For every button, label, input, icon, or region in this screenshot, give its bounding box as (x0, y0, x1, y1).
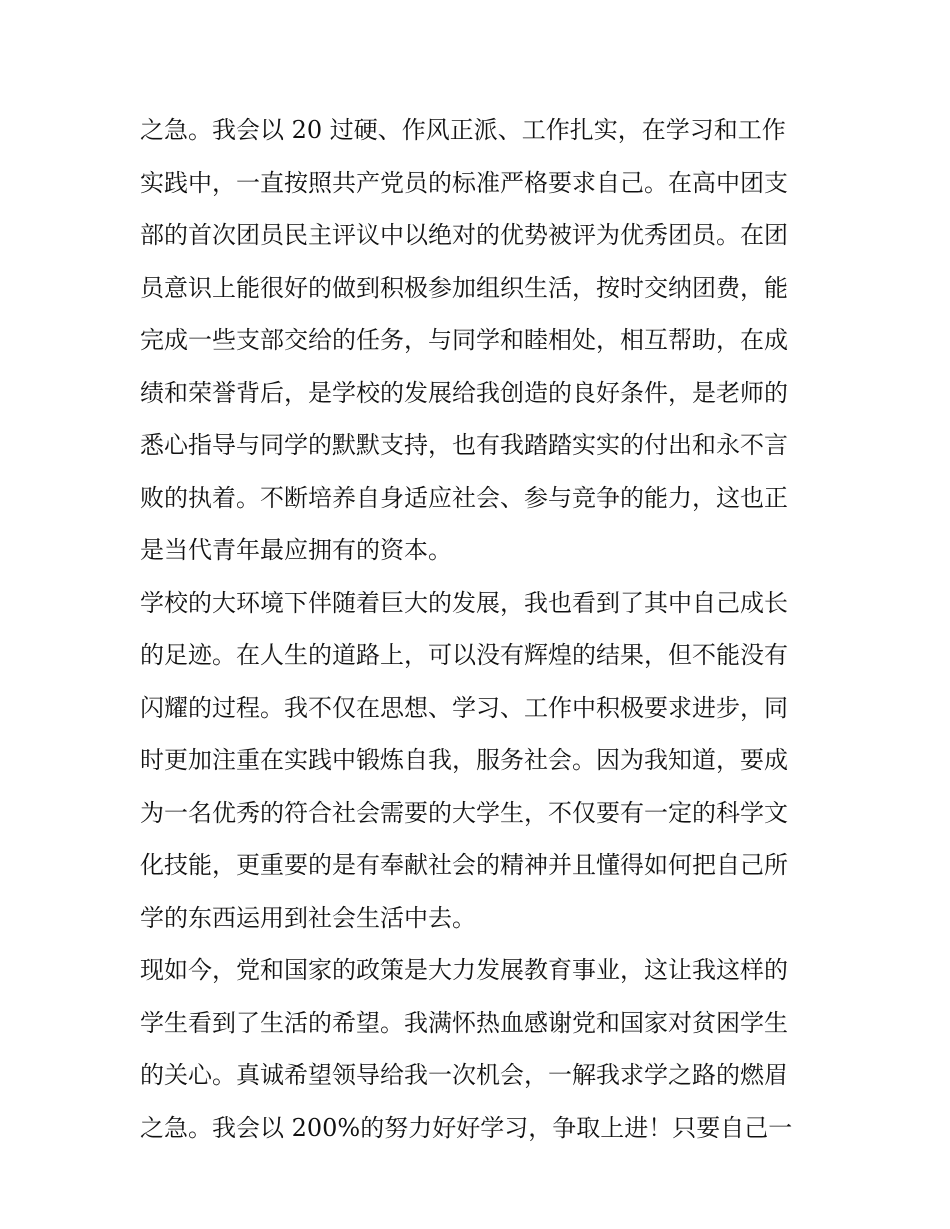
text-line: 悉心指导与同学的默默支持，也有我踏踏实实的付出和永不言 (140, 431, 788, 459)
text-line: 学校的大环境下伴随着巨大的发展，我也看到了其中自己成长 (140, 588, 788, 617)
text-line: 之急。我会以 200%的努力好好学习，争取上进！只要自己一 (140, 1113, 793, 1142)
document-body (140, 104, 820, 1154)
text-line: 化技能，更重要的是有奉献社会的精神并且懂得如何把自己所 (140, 851, 788, 879)
text-line: 闪耀的过程。我不仅在思想、学习、工作中积极要求进步，同 (140, 693, 788, 722)
text-line: 的关心。真诚希望领导给我一次机会，一解我求学之路的燃眉 (140, 1061, 788, 1089)
text-line: 为一名优秀的符合社会需要的大学生，不仅要有一定的科学文 (140, 798, 788, 827)
text-line: 是当代青年最应拥有的资本。 (140, 536, 452, 564)
text-line: 时更加注重在实践中锻炼自我，服务社会。因为我知道，要成 (140, 746, 788, 774)
text-line: 学生看到了生活的希望。我满怀热血感谢党和国家对贫困学生 (140, 1008, 788, 1037)
text-line: 的足迹。在人生的道路上，可以没有辉煌的结果，但不能没有 (140, 641, 788, 669)
text-line: 员意识上能很好的做到积极参加组织生活，按时交纳团费，能 (140, 273, 788, 302)
text-line: 完成一些支部交给的任务，与同学和睦相处，相互帮助，在成 (140, 326, 788, 354)
text-line: 学的东西运用到社会生活中去。 (140, 903, 476, 932)
text-line: 败的执着。不断培养自身适应社会、参与竞争的能力，这也正 (140, 483, 788, 512)
text-line: 现如今，党和国家的政策是大力发展教育事业，这让我这样的 (140, 956, 788, 984)
text-line: 部的首次团员民主评议中以绝对的优势被评为优秀团员。在团 (140, 221, 788, 249)
text-line: 实践中，一直按照共产党员的标准严格要求自己。在高中团支 (140, 168, 788, 197)
text-line: 绩和荣誉背后，是学校的发展给我创造的良好条件，是老师的 (140, 378, 788, 407)
text-line: 之急。我会以 20 过硬、作风正派、工作扎实，在学习和工作 (140, 116, 786, 144)
